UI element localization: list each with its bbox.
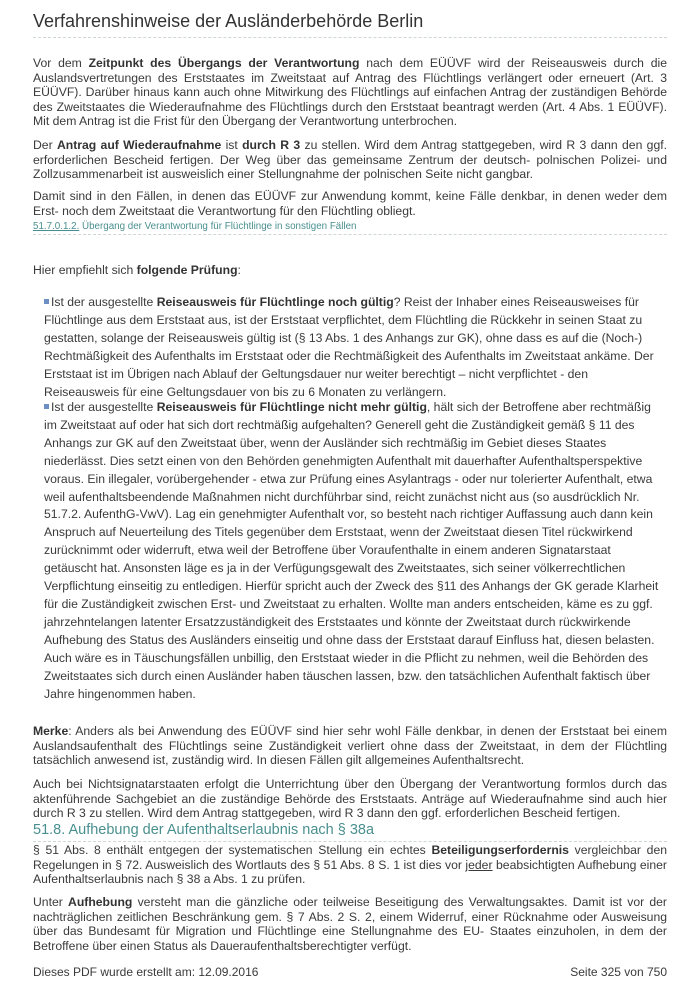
paragraph-conclusion: Damit sind in den Fällen, in denen das EÜÜVF zur Anwendung kommt, keine Fälle denkbar, in denen weder dem Erst- noch dem Zweitstaat die Verantwortung für den Flüchtling obliegt. <box>33 189 667 218</box>
paragraph-participation: § 51 Abs. 8 enthält entgegen der systematischen Stellung ein echtes Beteiligungserfordernis vergleichbar den Regelungen in § 72. Ausweislich des Wortlauts des § 51 Abs. 8 S. 1 ist dies vor jeder beabsichtigten Aufhebung einer Aufenthaltserlaubnis nach § 38 a Abs. 1 zu prüfen. <box>33 843 667 887</box>
section-link-51-7-0-1-2[interactable]: 51.7.0.1.2. Übergang der Verantwortung für Flüchtlinge in sonstigen Fällen <box>33 221 357 232</box>
paragraph-revocation: Unter Aufhebung versteht man die gänzliche oder teilweise Beseitigung des Verwaltungsaktes. Damit ist vor der nachträglichen zeitlichen Beschränkung gem. § 7 Abs. 2 S. 2, einem Widerruf, einer Rücknahme oder Ausweisung über das Bundesamt für Migration und Flüchtlinge eine Stellungnahme des EU- Staates einzuholen, in dem der Betroffene über einen Status als Daueraufenthaltsberechtigter verfügt. <box>33 895 667 953</box>
paragraph-note: Merke: Anders als bei Anwendung des EÜÜVF sind hier sehr wohl Fälle denkbar, in denen der Erststaat bei einem Auslandsaufenthalt des Flüchtlings seine Zuständigkeit verliert ohne dass der Zweitstaat, in dem der Flüchtling tatsächlich anwesend ist, zuständig wird. In diesen Fällen gilt allgemeines Aufenthaltsrecht. <box>33 724 667 768</box>
paragraph-non-signatory: Auch bei Nichtsignatarstaaten erfolgt die Unterrichtung über den Übergang der Verantwortung formlos durch das aktenführende Sachgebiet an die zuständige Behörde des Erststaats. Anträge auf Wiederaufnahme sind auch hier durch R 3 zu stellen. Wird dem Antrag stattgegeben, wird R 3 dann den ggf. erforderlichen Bescheid fertigen. <box>33 777 667 821</box>
paragraph-intro: Hier empfiehlt sich folgende Prüfung: <box>33 263 241 277</box>
section-heading-51-8[interactable]: 51.8. Aufhebung der Aufenthaltserlaubnis nach § 38a <box>33 822 375 838</box>
footer-page-number: Seite 325 von 750 <box>570 965 667 979</box>
bullet-square-icon <box>44 299 49 304</box>
divider <box>33 841 667 842</box>
list-item: Ist der ausgestellte Reiseausweis für Flüchtlinge nicht mehr gültig, hält sich der Betroffene aber rechtmäßig im Zweitstaat auf oder hat sich dort rechtmäßig aufgehalten? Generell geht die Zuständigkeit gemäß § 11 des Anhangs zur GK auf den Zweitstaat über, wenn der Ausländer sich rechtmäßig im Gebiet dieses Staates niederlässt. Dies setzt einen von den Behörden genehmigten Aufenthalt mit dauerhafter Aufenthaltsperspektive voraus. Ein illegaler, vorübergehender - etwa zur Prüfung eines Asylantrags - oder nur tolerierter Aufenthalt, etwa weil aufenthaltsbeendende Maßnahmen nicht durchführbar sind, reicht zunächst nicht aus (so ausdrücklich Nr. 51.7.2. AufenthG-VwV). Lag ein genehmigter Aufenthalt vor, so besteht nach richtiger Auffassung auch dann kein Anspruch auf Neuerteilung des Titels gegenüber dem Erststaat, wenn der Zweitstaat diesen Titel rückwirkend zurücknimmt oder widerruft, etwa weil der Betroffene über Voraufenthalte in einem anderen Signatarstaat getäuscht hat. Ansonsten läge es ja in der Verfügungsgewalt des Zweitstaates, sich seiner völkerrechtlichen Verpflichtung einseitig zu entledigen. Hierfür spricht auch der Zweck des §11 des Anhangs der GK gerade Klarheit für die Zuständigkeit zwischen Erst- und Zweitstaat zu erhalten. Wollte man anders entscheiden, käme es zu ggf. jahrzehntelangen latenter Ersatzzuständigkeit des Erststaates und könnte der Zweitstaat durch rückwirkende Aufhebung des Status des Ausländers einseitig und ohne dass der Erststaat darauf Einfluss hat, diesen belasten. Auch wäre es in Täuschungsfällen unbillig, den Erststaat wieder in die Pflicht zu nehmen, weil die Behörden des Zweitstaates sich durch einen Ausländer haben täuschen lassen, bzw. den tatsächlichen Aufenthalt faktisch über Jahre hingenommen haben. <box>44 400 659 701</box>
footer-created-date: Dieses PDF wurde erstellt am: 12.09.2016 <box>33 965 259 979</box>
list-item: Ist der ausgestellte Reiseausweis für Flüchtlinge noch gültig? Reist der Inhaber eines Reiseausweises für Flüchtlinge aus dem Erststaat aus, ist der Erststaat verpflichtet, dem Flüchtling die Rückkehr in seinen Staat zu gestatten, solange der Reiseausweis gültig ist (§ 13 Abs. 1 des Anhangs zur GK), ohne dass es auf die (Noch-) Rechtmäßigkeit des Aufenthalts im Erststaat oder die Rechtmäßigkeit des Aufenthalts im Zweitstaat ankäme. Der Erststaat ist im Übrigen nach Ablauf der Geltungsdauer nur weiter berechtigt – nicht verpflichtet - den Reiseausweis für eine Geltungsdauer von bis zu 6 Monaten zu verlängern. <box>44 295 654 399</box>
paragraph-transfer-time: Vor dem Zeitpunkt des Übergangs der Verantwortung nach dem EÜÜVF wird der Reiseausweis durch die Auslandsvertretungen des Erststaates im Zweitstaat auf Antrag des Flüchtlings verlängert oder erneuert (Art. 3 EÜÜVF). Darüber hinaus kann auch ohne Mitwirkung des Flüchtlings auf einfachen Antrag der zuständigen Behörde des Zweitstaates die Wiederaufnahme des Flüchtlings durch den Erststaat beantragt werden (Art. 4 Abs. 1 EÜÜVF). Mit dem Antrag ist die Frist für den Übergang der Verantwortung unterbrochen. <box>33 56 668 129</box>
paragraph-readmission-request: Der Antrag auf Wiederaufnahme ist durch R 3 zu stellen. Wird dem Antrag stattgegeben, wird R 3 dann den ggf. erforderlichen Bescheid fertigen. Der Weg über das gemeinsame Zentrum der deutsch- polnischen Polizei- und Zollzusammenarbeit ist ausweislich einer Stellungnahme der polnischen Seite nicht gangbar. <box>33 138 667 182</box>
page-title: Verfahrenshinweise der Ausländerbehörde Berlin <box>33 11 424 31</box>
divider <box>33 37 667 38</box>
divider <box>33 234 667 235</box>
bullet-square-icon <box>44 404 49 409</box>
